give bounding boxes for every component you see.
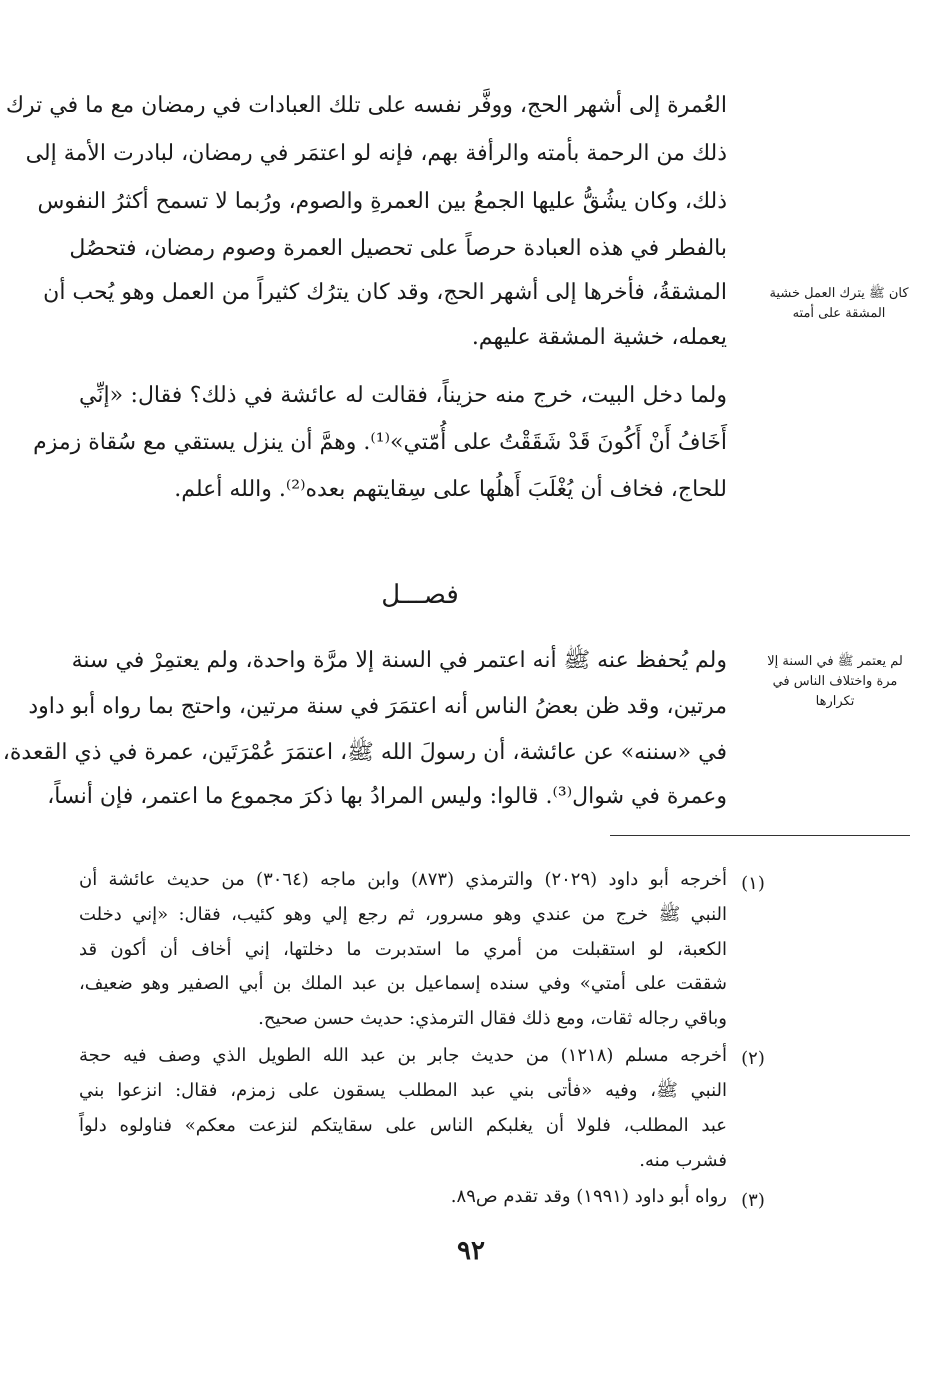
footnote-line: أخرجه مسلم (١٢١٨) من حديث جابر بن عبد الله الطويل الذي وصف فيه حجة (79, 1045, 727, 1066)
footnote-number: (١) (741, 873, 765, 894)
body-line: ذلك، وكان يشُقُّ عليها الجمعُ بين العمرةِ والصوم، ورُبما لا تسمح أكثرُ النفوس (37, 189, 727, 214)
body-line: مرتين، وقد ظن بعضُ الناس أنه اعتمَرَ في سنة مرتين، واحتج بما رواه أبو داود (28, 694, 727, 719)
margin-note: لم يعتمر ﷺ في السنة إلا مرة واختلاف الناس في تكرارها (767, 654, 903, 709)
footnote-line: عبد المطلب، فلولا أن يغلبكم الناس على سقايتكم لنزعت معكم» فناولوه دلواً (79, 1115, 727, 1136)
body-line: المشقةُ، فأخرها إلى أشهر الحج، وقد كان يترُك كثيراً من العمل وهو يُحب أن (43, 280, 727, 305)
footnote-number: (٢) (741, 1048, 765, 1069)
body-line: بالفطر في هذه العبادة حرصاً على تحصيل العمرة وصوم رمضان، فتحصُل (69, 236, 727, 261)
body-line: ذلك من الرحمة بأمته والرأفة بهم، فإنه لو اعتمَر في رمضان، لبادرت الأمة إلى (25, 141, 727, 166)
footnote-line: فشرب منه. (639, 1150, 727, 1171)
margin-note: كان ﷺ يترك العمل خشية المشقة على أمته (769, 286, 909, 321)
body-line: للحاج، فخاف أن يُغْلَبَ أَهلُها على سِقايتهم بعده⁽²⁾. والله أعلم. (174, 477, 727, 502)
body-line: ولما دخل البيت، خرج منه حزيناً، فقالت له عائشة في ذلك؟ فقال: «إنِّي (79, 383, 727, 408)
body-line: وعمرة في شوال⁽³⁾. قالوا: وليس المرادُ بها ذكرَ مجموع ما اعتمر، فإن أنساً، (47, 784, 727, 809)
footnote-line: شققت على أمتي» وفي سنده إسماعيل بن عبد الملك بن أبي الصفير وهو ضعيف، (79, 973, 727, 994)
footnote-line: أخرجه أبو داود (٢٠٢٩) والترمذي (٨٧٣) وابن ماجه (٣٠٦٤) من حديث عائشة أن (79, 869, 727, 890)
section-heading: فصـــل (381, 580, 459, 610)
footnote-line: وباقي رجاله ثقات، ومع ذلك فقال الترمذي: حديث حسن صحيح. (258, 1008, 727, 1029)
body-line: يعمله، خشية المشقة عليهم. (471, 325, 727, 350)
page-number: ٩٢ (457, 1236, 485, 1266)
footnote-line: رواه أبو داود (١٩٩١) وقد تقدم ص٨٩. (450, 1186, 727, 1207)
footnote-line: النبي ﷺ، وفيه «فأتى بني عبد المطلب يسقون على زمزم، فقال: انزعوا بني (79, 1080, 727, 1101)
body-line: العُمرة إلى أشهر الحج، ووفَّر نفسه على تلك العبادات في رمضان مع ما في ترك (5, 93, 727, 118)
body-line: في «سننه» عن عائشة، أن رسولَ الله ﷺ، اعتمَرَ عُمْرَتَين، عمرة في ذي القعدة، (2, 740, 727, 765)
footnote-separator (610, 835, 910, 836)
footnote-number: (٣) (741, 1190, 765, 1211)
footnote-line: النبي ﷺ خرج من عندي وهو مسرور، ثم رجع إلي وهو كئيب، فقال: «إني دخلت (79, 904, 727, 925)
body-line: أَخَافُ أَنْ أَكُونَ قَدْ شَقَقْتُ على أُمّتي»⁽¹⁾. وهمَّ أن ينزل يستقي مع سُقاة زمزم (33, 430, 727, 455)
footnote-line: الكعبة، لو استقبلت من أمري ما استدبرت ما دخلتها، إني أخاف أن أكون قد (79, 939, 727, 960)
body-line: ولم يُحفظ عنه ﷺ أنه اعتمر في السنة إلا مرَّة واحدة، ولم يعتمِرْ في سنة (71, 648, 727, 673)
